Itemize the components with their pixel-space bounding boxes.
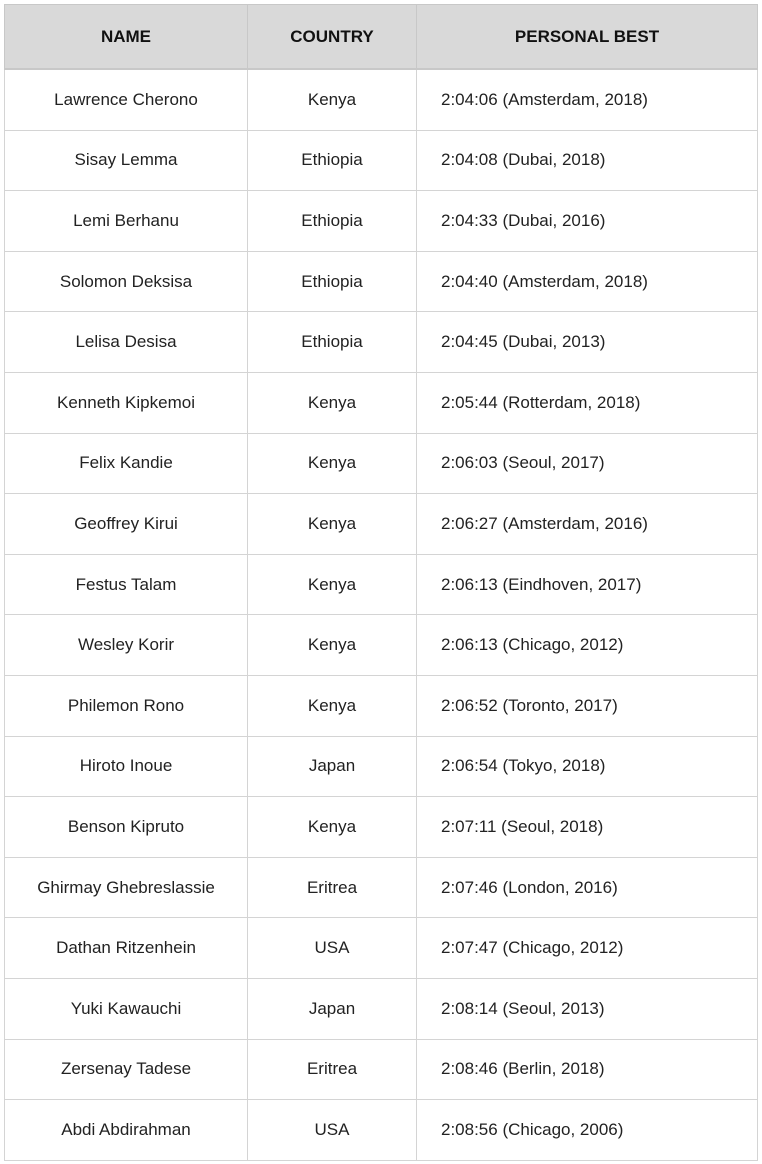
personal-best-cell: 2:04:06 (Amsterdam, 2018) (417, 69, 758, 130)
personal-best-cell: 2:04:45 (Dubai, 2013) (417, 312, 758, 373)
table-row (5, 312, 758, 373)
personal-best-cell: 2:05:44 (Rotterdam, 2018) (417, 372, 758, 433)
country-cell: Japan (248, 736, 417, 797)
country-cell: Kenya (248, 554, 417, 615)
header-country: COUNTRY (248, 5, 417, 70)
table-row (5, 554, 758, 615)
country-cell: Kenya (248, 615, 417, 676)
personal-best-cell: 2:08:56 (Chicago, 2006) (417, 1100, 758, 1161)
country-cell: Kenya (248, 797, 417, 858)
personal-best-cell: 2:08:46 (Berlin, 2018) (417, 1039, 758, 1100)
country-cell: Kenya (248, 494, 417, 555)
personal-best-cell: 2:06:03 (Seoul, 2017) (417, 433, 758, 494)
country-cell: Kenya (248, 69, 417, 130)
table-row (5, 251, 758, 312)
table-row (5, 857, 758, 918)
name-cell: Festus Talam (5, 554, 248, 615)
table-row (5, 69, 758, 130)
personal-best-cell: 2:07:47 (Chicago, 2012) (417, 918, 758, 979)
country-cell: Kenya (248, 372, 417, 433)
table-row (5, 918, 758, 979)
personal-best-cell: 2:07:11 (Seoul, 2018) (417, 797, 758, 858)
personal-best-cell: 2:06:13 (Chicago, 2012) (417, 615, 758, 676)
table-row (5, 797, 758, 858)
table-row (5, 433, 758, 494)
table-row (5, 130, 758, 191)
table-row (5, 978, 758, 1039)
table-row (5, 494, 758, 555)
country-cell: Japan (248, 978, 417, 1039)
results-table-container (4, 4, 757, 1161)
name-cell: Sisay Lemma (5, 130, 248, 191)
table-row (5, 1100, 758, 1161)
table-body (5, 69, 758, 1160)
header-name: NAME (5, 5, 248, 70)
table-row (5, 372, 758, 433)
personal-best-cell: 2:06:52 (Toronto, 2017) (417, 675, 758, 736)
personal-best-cell: 2:04:08 (Dubai, 2018) (417, 130, 758, 191)
name-cell: Wesley Korir (5, 615, 248, 676)
country-cell: USA (248, 1100, 417, 1161)
name-cell: Ghirmay Ghebreslassie (5, 857, 248, 918)
table-row (5, 675, 758, 736)
header-row (5, 5, 758, 70)
country-cell: Eritrea (248, 1039, 417, 1100)
name-cell: Solomon Deksisa (5, 251, 248, 312)
table-row (5, 191, 758, 252)
personal-best-cell: 2:04:40 (Amsterdam, 2018) (417, 251, 758, 312)
country-cell: Eritrea (248, 857, 417, 918)
name-cell: Benson Kipruto (5, 797, 248, 858)
results-table (4, 4, 758, 1161)
name-cell: Felix Kandie (5, 433, 248, 494)
country-cell: Kenya (248, 433, 417, 494)
name-cell: Yuki Kawauchi (5, 978, 248, 1039)
name-cell: Lawrence Cherono (5, 69, 248, 130)
name-cell: Philemon Rono (5, 675, 248, 736)
table-row (5, 736, 758, 797)
table-header (5, 5, 758, 70)
name-cell: Lelisa Desisa (5, 312, 248, 373)
country-cell: Ethiopia (248, 312, 417, 373)
country-cell: Ethiopia (248, 191, 417, 252)
table-row (5, 615, 758, 676)
personal-best-cell: 2:06:54 (Tokyo, 2018) (417, 736, 758, 797)
header-personal-best: PERSONAL BEST (417, 5, 758, 70)
personal-best-cell: 2:06:13 (Eindhoven, 2017) (417, 554, 758, 615)
personal-best-cell: 2:06:27 (Amsterdam, 2016) (417, 494, 758, 555)
name-cell: Kenneth Kipkemoi (5, 372, 248, 433)
table-row (5, 1039, 758, 1100)
personal-best-cell: 2:07:46 (London, 2016) (417, 857, 758, 918)
name-cell: Abdi Abdirahman (5, 1100, 248, 1161)
name-cell: Geoffrey Kirui (5, 494, 248, 555)
country-cell: Ethiopia (248, 130, 417, 191)
name-cell: Zersenay Tadese (5, 1039, 248, 1100)
country-cell: USA (248, 918, 417, 979)
personal-best-cell: 2:08:14 (Seoul, 2013) (417, 978, 758, 1039)
name-cell: Hiroto Inoue (5, 736, 248, 797)
name-cell: Dathan Ritzenhein (5, 918, 248, 979)
name-cell: Lemi Berhanu (5, 191, 248, 252)
country-cell: Kenya (248, 675, 417, 736)
country-cell: Ethiopia (248, 251, 417, 312)
personal-best-cell: 2:04:33 (Dubai, 2016) (417, 191, 758, 252)
